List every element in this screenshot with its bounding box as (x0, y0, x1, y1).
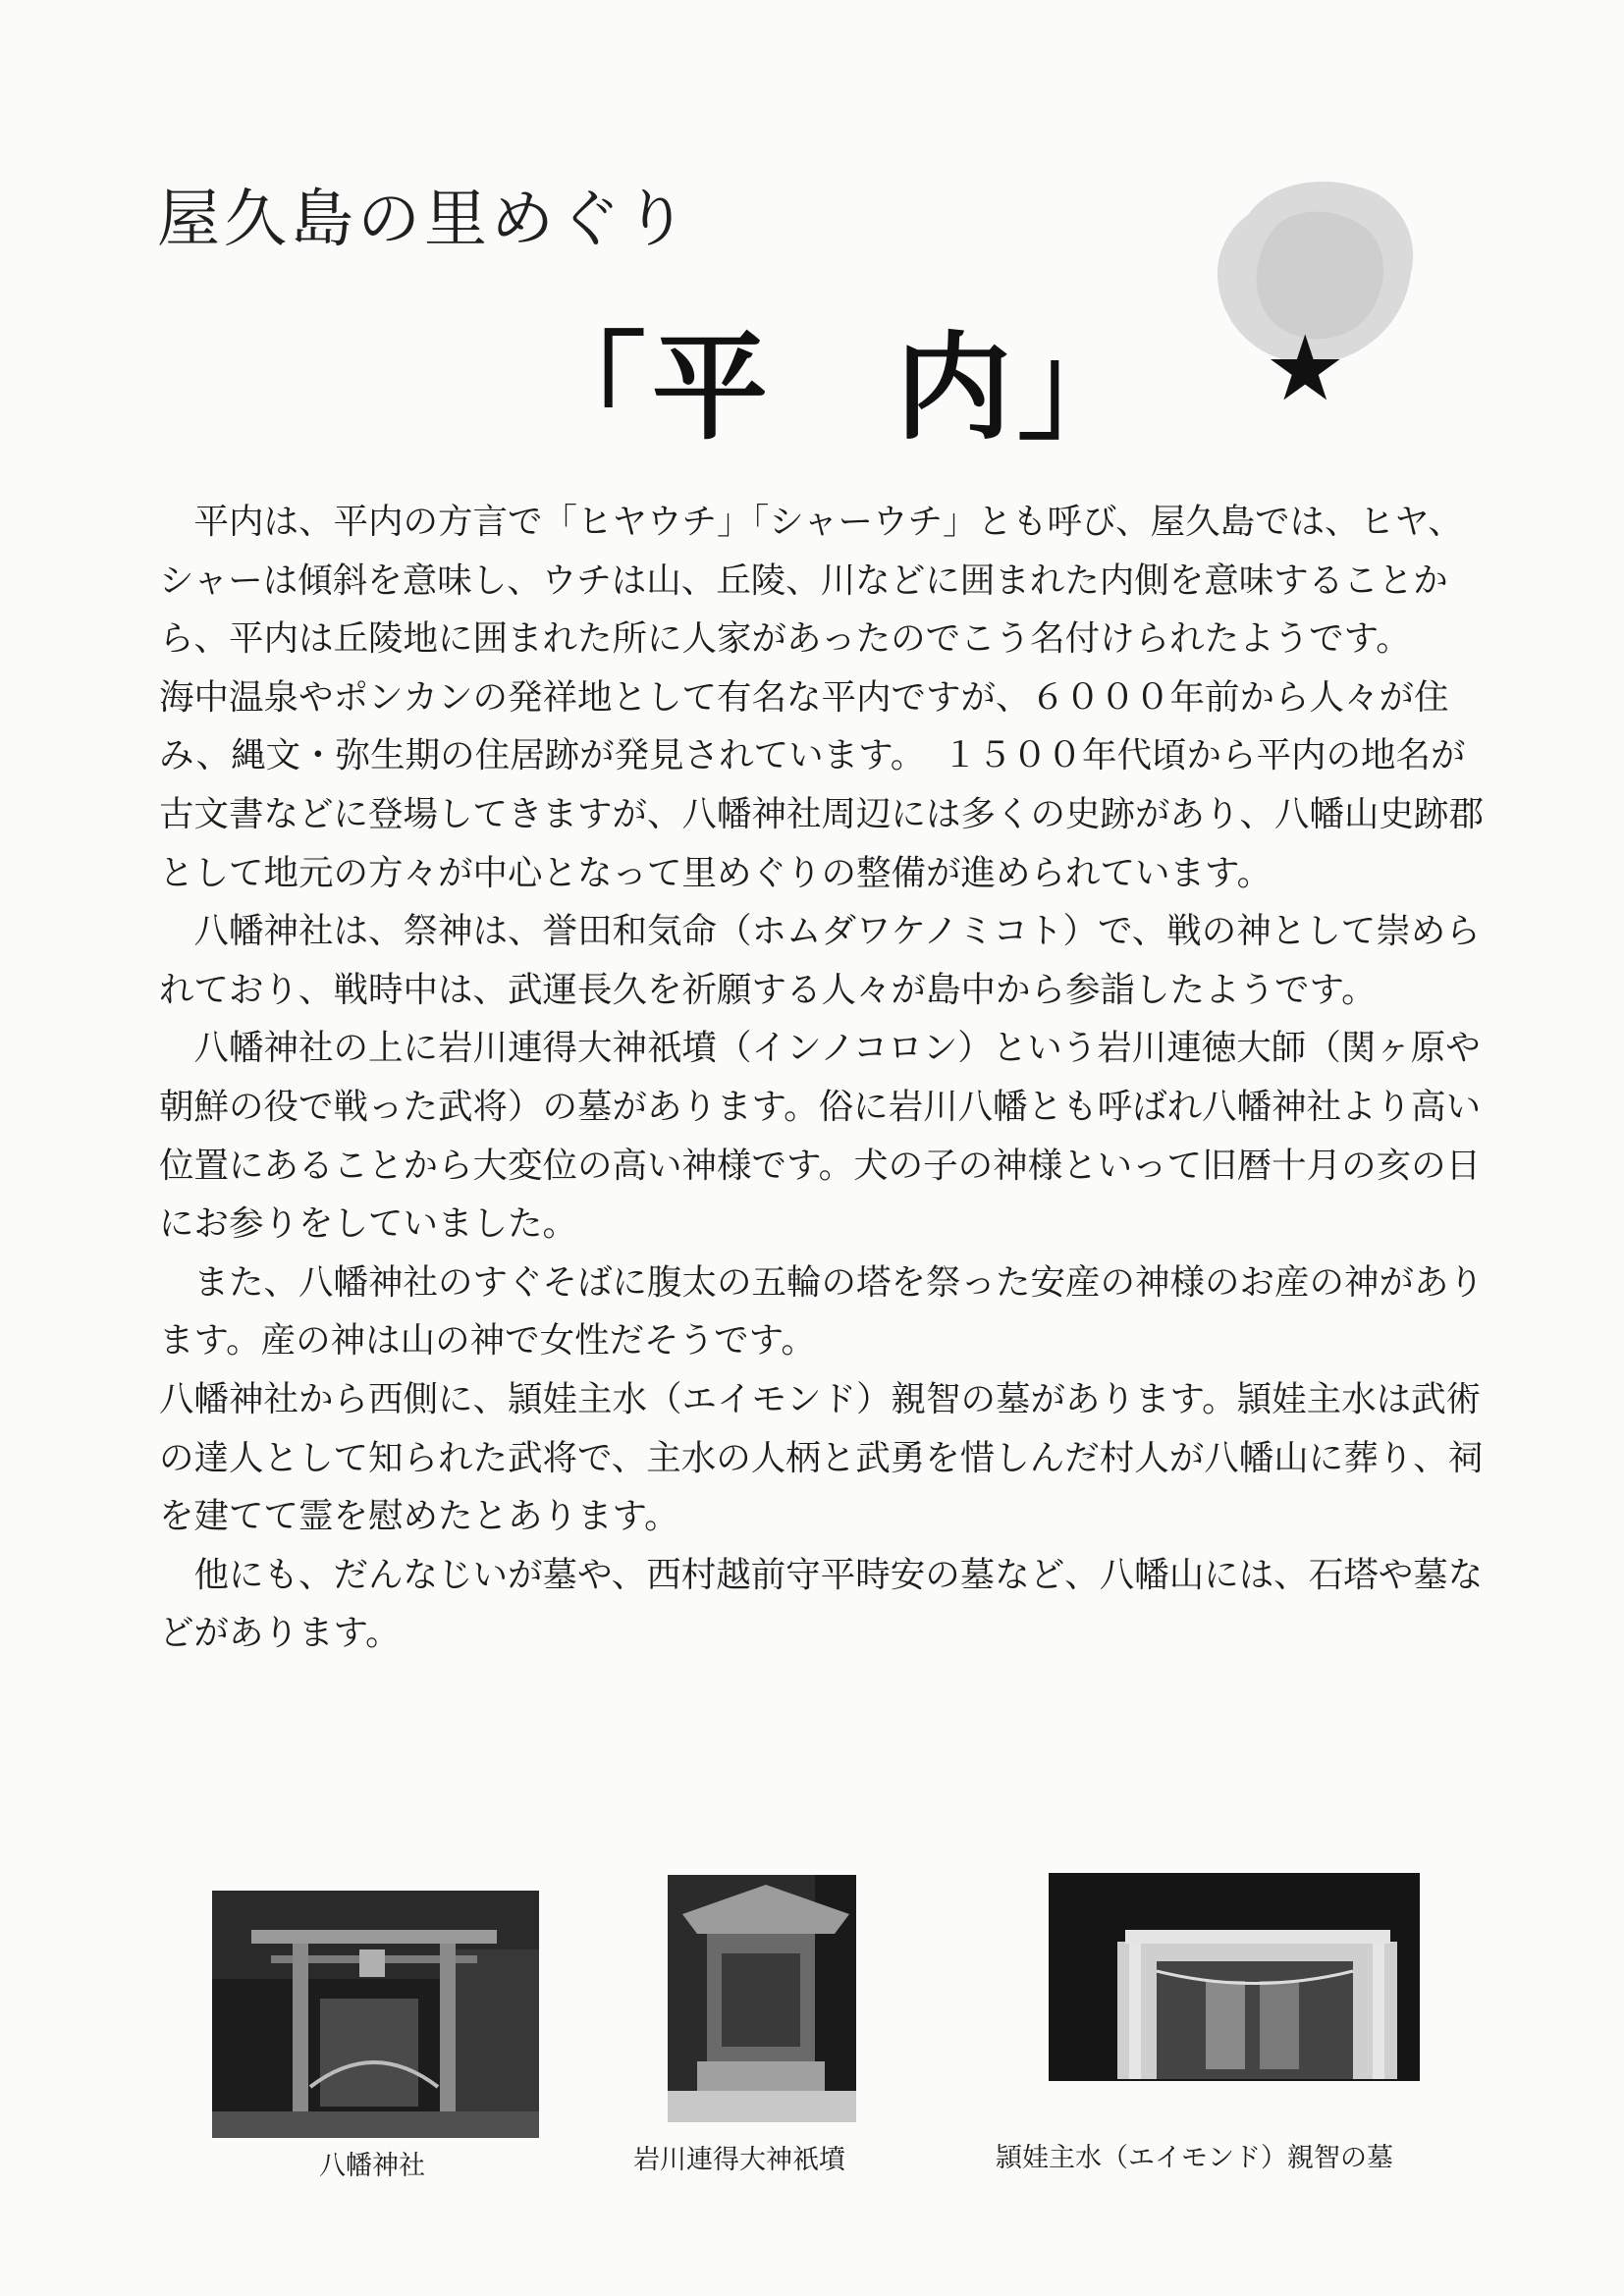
photo-caption: 八幡神社 (319, 2151, 425, 2181)
stone-shrine-image (668, 1875, 856, 2122)
paragraph: また、八幡神社のすぐそばに腹太の五輪の塔を祭った安産の神様のお産の神があります。産の神は山の神で女性だそうです。 (159, 1261, 1485, 1362)
star-icon: ★ (1265, 316, 1346, 421)
photo-hachiman-shrine (212, 1891, 539, 2138)
paragraph: 他にも、だんなじいが墓や、西村越前守平時安の墓など、八幡山には、石塔や墓などがあります。 (159, 1554, 1484, 1654)
paragraph: 八幡神社の上に岩川連得大神祇墳（インノコロン）という岩川連徳大師（関ヶ原や朝鮮の役で戦った武将）の墓があります。俗に岩川八幡とも呼ばれ八幡神社より高い位置にあることから大変位の高い神様です。犬の子の神様といって旧暦十月の亥の日にお参りをしていました。 (159, 1028, 1482, 1245)
body-text (159, 493, 1494, 1663)
paragraph: 八幡神社は、祭神は、誉田和気命（ホムダワケノミコト）で、戦の神として崇められており、戦時中は、武運長久を祈願する人々が島中から参詣したようです。 (159, 911, 1481, 1010)
paragraph: 海中温泉やポンカンの発祥地として有名な平内ですが、６０００年前から人々が住み、縄文・弥生期の住居跡が発見されています。 １５００年代頃から平内の地名が古文書などに登場してきますが、八幡神社周辺には多くの史跡があり、八幡山史跡郡として地元の方々が中心となって里めぐりの整備が進められています。 (159, 676, 1485, 893)
page-subtitle: 屋久島の里めぐり (157, 184, 691, 256)
photo-eimondo-grave (1049, 1873, 1420, 2081)
paragraph: 八幡神社から西側に、頴娃主水（エイモンド）親智の墓があります。頴娃主水は武術の達人として知られた武将で、主水の人柄と武勇を惜しんだ村人が八幡山に葬り、祠を建てて霊を慰めたとあります。 (159, 1378, 1484, 1537)
photo-iwakawa-shrine (668, 1875, 856, 2122)
page-title: 「平 内」 (530, 320, 1140, 455)
photo-caption: 岩川連得大神祇墳 (633, 2145, 845, 2175)
grave-shrine-image (1049, 1873, 1420, 2081)
torii-gate-image (212, 1891, 539, 2138)
paragraph: 平内は、平内の方言で「ヒヤウチ」「シャーウチ」とも呼び、屋久島では、ヒヤ、シャーは傾斜を意味し、ウチは山、丘陵、川などに囲まれた内側を意味することから、平内は丘陵地に囲まれた所に人家があったのでこう名付けられたようです。 (159, 502, 1463, 660)
photo-caption: 頴娃主水（エイモンド）親智の墓 (996, 2143, 1393, 2173)
